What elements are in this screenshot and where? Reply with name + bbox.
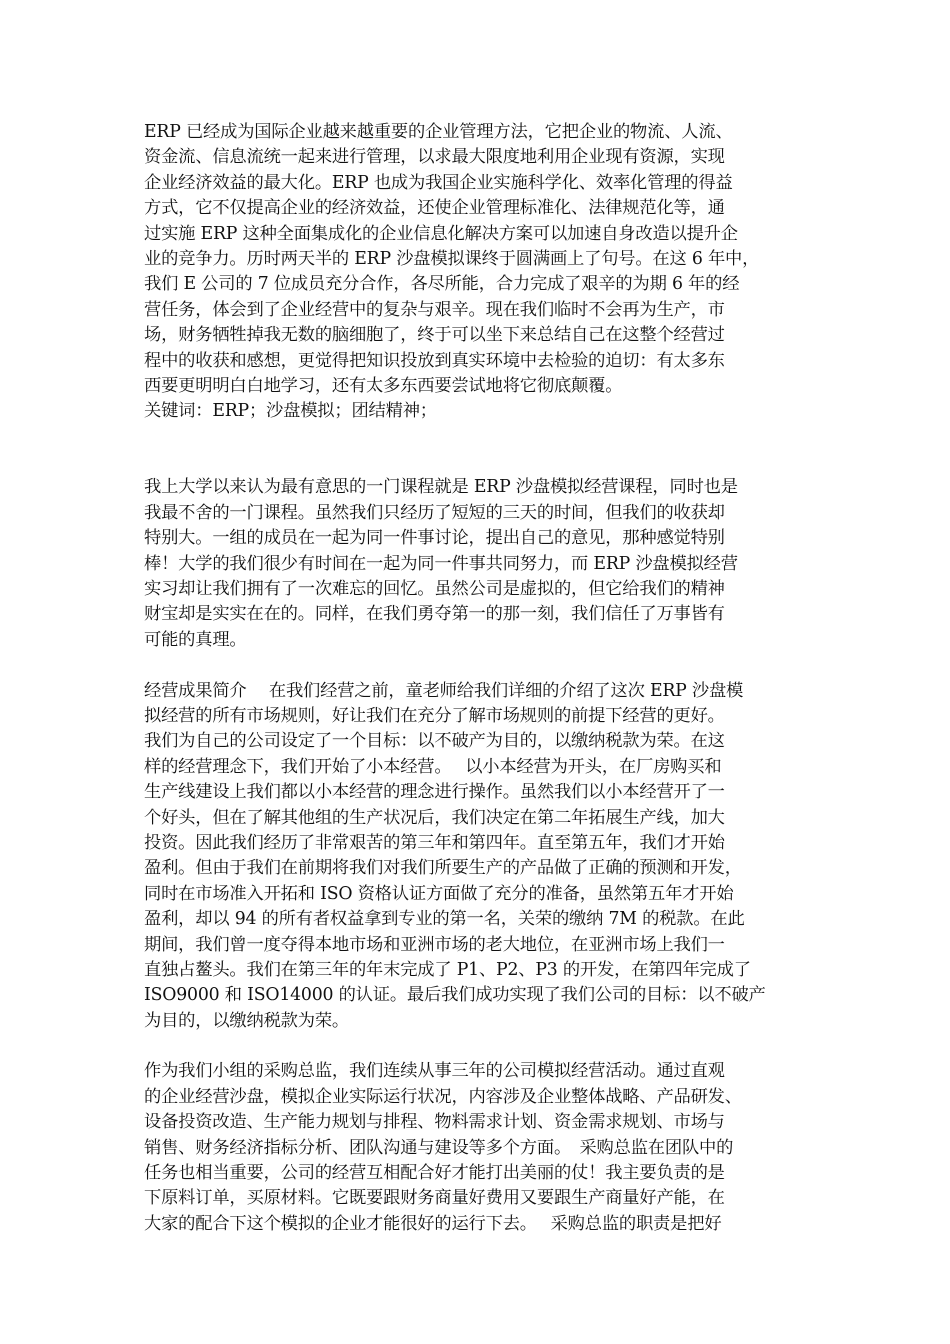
text-line: 棒！大学的我们很少有时间在一起为同一件事共同努力，而 ERP 沙盘模拟经营 bbox=[144, 553, 738, 574]
text-line: 生产线建设上我们都以小本经营的理念进行操作。虽然我们以小本经营开了一 bbox=[144, 782, 725, 803]
keywords-paragraph bbox=[144, 399, 824, 424]
text-line: 财宝却是实实在在的。同样，在我们勇夺第一的那一刻，我们信任了万事皆有 bbox=[144, 604, 725, 625]
text-line: 盈利。但由于我们在前期将我们对我们所要生产的产品做了正确的预测和开发， bbox=[144, 858, 742, 879]
text-line: 我上大学以来认为最有意思的一门课程就是 ERP 沙盘模拟经营课程，同时也是 bbox=[144, 477, 738, 498]
text-line: 样的经营理念下，我们开始了小本经营。 以小本经营为开头，在厂房购买和 bbox=[144, 756, 722, 777]
text-line: 投资。因此我们经历了非常艰苦的第三年和第四年。直至第五年，我们才开始 bbox=[144, 832, 725, 853]
text-line: 大家的配合下这个模拟的企业才能很好的运行下去。 采购总监的职责是把好 bbox=[144, 1213, 722, 1234]
text-line: 营任务，体会到了企业经营中的复杂与艰辛。现在我们临时不会再为生产，市 bbox=[144, 299, 725, 320]
spacer bbox=[144, 1034, 824, 1059]
text-line: 个好头，但在了解其他组的生产状况后，我们决定在第二年拓展生产线，加大 bbox=[144, 807, 725, 828]
text-line: ISO9000 和 ISO14000 的认证。最后我们成功实现了我们公司的目标：以不破产 bbox=[144, 985, 766, 1006]
results-paragraph bbox=[144, 679, 824, 1034]
text-line: 经营成果简介 在我们经营之前，童老师给我们详细的介绍了这次 ERP 沙盘模 bbox=[144, 680, 744, 701]
text-line: 期间，我们曾一度夺得本地市场和亚洲市场的老大地位，在亚洲市场上我们一 bbox=[144, 934, 725, 955]
text-line: 的企业经营沙盘，模拟企业实际运行状况，内容涉及企业整体战略、产品研发、 bbox=[144, 1086, 742, 1107]
spacer bbox=[144, 425, 824, 476]
text-line: 盈利，却以 94 的所有者权益拿到专业的第一名，关荣的缴纳 7M 的税款。在此 bbox=[144, 909, 745, 930]
text-line: 作为我们小组的采购总监，我们连续从事三年的公司模拟经营活动。通过直观 bbox=[144, 1061, 725, 1082]
text-line: 企业经济效益的最大化。ERP 也成为我国企业实施科学化、效率化管理的得益 bbox=[144, 172, 733, 193]
text-line: 我们 E 公司的 7 位成员充分合作，各尽所能，合力完成了艰辛的为期 6 年的经 bbox=[144, 274, 740, 295]
text-line: 场，财务牺牲掉我无数的脑细胞了，终于可以坐下来总结自己在这整个经营过 bbox=[144, 325, 725, 346]
text-line: 直独占鳌头。我们在第三年的年末完成了 P1、P2、P3 的开发，在第四年完成了 bbox=[144, 959, 751, 980]
text-line: 特别大。一组的成员在一起为同一件事讨论，提出自己的意见，那种感觉特别 bbox=[144, 528, 725, 549]
text-line: 我最不舍的一门课程。虽然我们只经历了短短的三天的时间，但我们的收获却 bbox=[144, 502, 725, 523]
document-page bbox=[144, 120, 824, 1237]
text-line: 西要更明明白白地学习，还有太多东西要尝试地将它彻底颠覆。 bbox=[144, 375, 623, 396]
purchasing-paragraph bbox=[144, 1059, 824, 1237]
text-line: 设备投资改造、生产能力规划与排程、物料需求计划、资金需求规划、市场与 bbox=[144, 1112, 725, 1133]
text-line: 资金流、信息流统一起来进行管理，以求最大限度地利用企业现有资源，实现 bbox=[144, 147, 725, 168]
text-line: 拟经营的所有市场规则，好让我们在充分了解市场规则的前提下经营的更好。 bbox=[144, 706, 725, 726]
abstract-paragraph bbox=[144, 120, 824, 399]
text-line: 过实施 ERP 这种全面集成化的企业信息化解决方案可以加速自身改造以提升企 bbox=[144, 223, 738, 244]
text-line: ERP 已经成为国际企业越来越重要的企业管理方法，它把企业的物流、人流、 bbox=[144, 122, 733, 142]
text-line: 下原料订单，买原材料。它既要跟财务商量好费用又要跟生产商量好产能，在 bbox=[144, 1188, 725, 1209]
text-line: 任务也相当重要，公司的经营互相配合好才能打出美丽的仗！我主要负责的是 bbox=[144, 1163, 725, 1184]
text-line: 为目的，以缴纳税款为荣。 bbox=[144, 1010, 349, 1031]
text-line: 实习却让我们拥有了一次难忘的回忆。虽然公司是虚拟的，但它给我们的精神 bbox=[144, 579, 725, 600]
text-line: 方式，它不仅提高企业的经济效益，还使企业管理标准化、法律规范化等，通 bbox=[144, 198, 725, 219]
keywords-line: 关键词：ERP；沙盘模拟；团结精神； bbox=[144, 401, 437, 422]
spacer bbox=[144, 653, 824, 678]
text-line: 业的竞争力。历时两天半的 ERP 沙盘模拟课终于圆满画上了句号。在这 6 年中， bbox=[144, 248, 760, 269]
text-line: 程中的收获和感想，更觉得把知识投放到真实环境中去检验的迫切：有太多东 bbox=[144, 350, 725, 371]
text-line: 可能的真理。 bbox=[144, 629, 247, 650]
text-line: 我们为自己的公司设定了一个目标：以不破产为目的，以缴纳税款为荣。在这 bbox=[144, 731, 725, 752]
intro-paragraph bbox=[144, 475, 824, 653]
text-line: 同时在市场准入开拓和 ISO 资格认证方面做了充分的准备，虽然第五年才开始 bbox=[144, 883, 734, 904]
text-line: 销售、财务经济指标分析、团队沟通与建设等多个方面。 采购总监在团队中的 bbox=[144, 1137, 734, 1158]
